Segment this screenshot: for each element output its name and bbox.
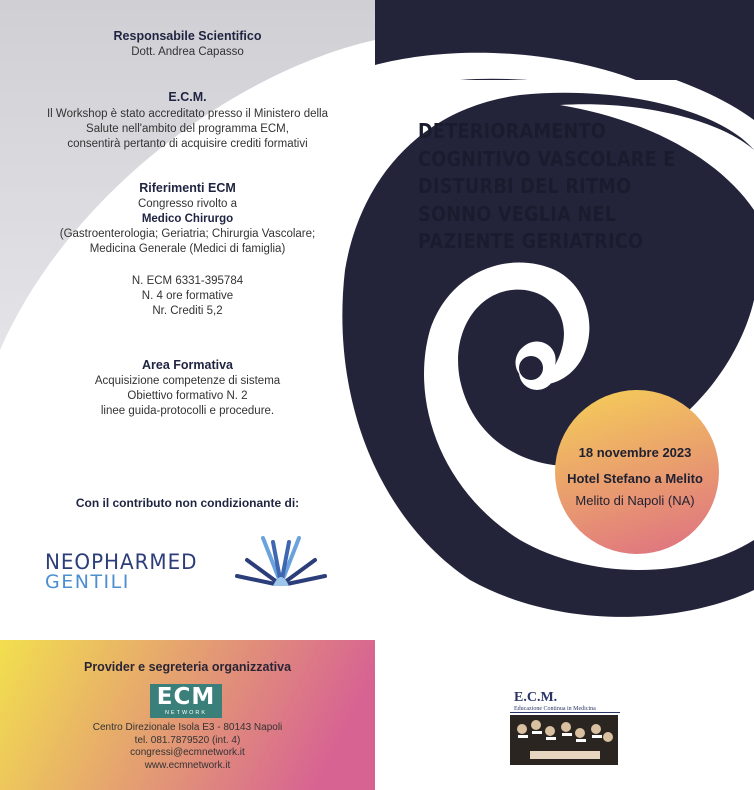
provider-website[interactable]: www.ecmnetwork.it <box>144 759 231 771</box>
title-line: DISTURBI DEL RITMO <box>418 174 632 198</box>
riferimenti-line: Medicina Generale (Medici di famiglia) <box>89 243 286 255</box>
event-date: 18 novembre 2023 <box>578 445 692 460</box>
ecm-badge-title: E.C.M. <box>514 690 558 705</box>
title-line: SONNO VEGLIA NEL <box>418 201 617 226</box>
event-title <box>418 118 693 256</box>
provider-section <box>0 640 375 790</box>
event-city: Melito di Napoli (NA) <box>575 493 695 508</box>
neopharmed-fan-icon <box>233 532 329 588</box>
ecm-heading: E.C.M. <box>168 90 207 104</box>
riferimenti-line: Congresso rivolto a <box>137 198 238 210</box>
ecm-hours: N. 4 ore formative <box>141 290 234 302</box>
ecm-code: N. ECM 6331-395784 <box>131 275 244 287</box>
riferimenti-line: (Gastroenterologia; Geriatria; Chirurgia Vascolare; <box>59 228 316 240</box>
neopharmed-logo <box>45 550 345 600</box>
anatomy-lesson-painting <box>510 715 618 765</box>
ecm-line: consentirà pertanto di acquisire crediti formativi <box>67 138 308 150</box>
ecm-section <box>0 88 375 152</box>
title-line: COGNITIVO VASCOLARE E <box>418 146 676 171</box>
riferimenti-section <box>0 179 375 319</box>
neopharmed-text: NEOPHARMED <box>45 550 198 574</box>
ecm-line: Salute nell'ambito del programma ECM, <box>86 123 289 135</box>
ecm-credits: Nr. Crediti 5,2 <box>152 305 223 317</box>
riferimenti-line: Medico Chirurgo <box>141 213 234 225</box>
ecm-line: Il Workshop è stato accreditato presso il Ministero della <box>46 108 329 120</box>
ecm-network-logo <box>150 684 222 718</box>
area-heading: Area Formativa <box>141 358 233 372</box>
gentili-text: GENTILI <box>45 571 130 593</box>
ecm-badge <box>510 690 620 765</box>
responsabile-name: Dott. Andrea Capasso <box>131 46 244 58</box>
riferimenti-heading: Riferimenti ECM <box>139 181 236 195</box>
area-section <box>0 356 375 419</box>
ecm-badge-subtitle: Educazione Continua in Medicina <box>510 706 620 713</box>
provider-phone: tel. 081.7879520 (int. 4) <box>134 734 241 746</box>
responsabile-section <box>0 27 375 60</box>
title-line: DETERIORAMENTO <box>418 119 607 143</box>
ecm-logo-sub: NETWORK <box>164 710 208 716</box>
provider-heading: Provider e segreteria organizzativa <box>83 660 292 674</box>
area-line: Obiettivo formativo N. 2 <box>127 390 248 402</box>
responsabile-heading: Responsabile Scientifico <box>113 29 262 43</box>
area-line: linee guida-protocolli e procedure. <box>100 405 275 417</box>
provider-address: Centro Direzionale Isola E3 - 80143 Napoli <box>92 722 283 733</box>
ecm-logo-text: ECM <box>156 684 216 710</box>
provider-email[interactable]: congressi@ecmnetwork.it <box>130 747 245 758</box>
title-line: PAZIENTE GERIATRICO <box>418 229 644 253</box>
event-info <box>555 442 715 512</box>
area-line: Acquisizione competenze di sistema <box>94 375 281 387</box>
sponsor-intro: Con il contributo non condizionante di: <box>75 496 300 510</box>
event-venue: Hotel Stefano a Melito <box>567 471 703 486</box>
